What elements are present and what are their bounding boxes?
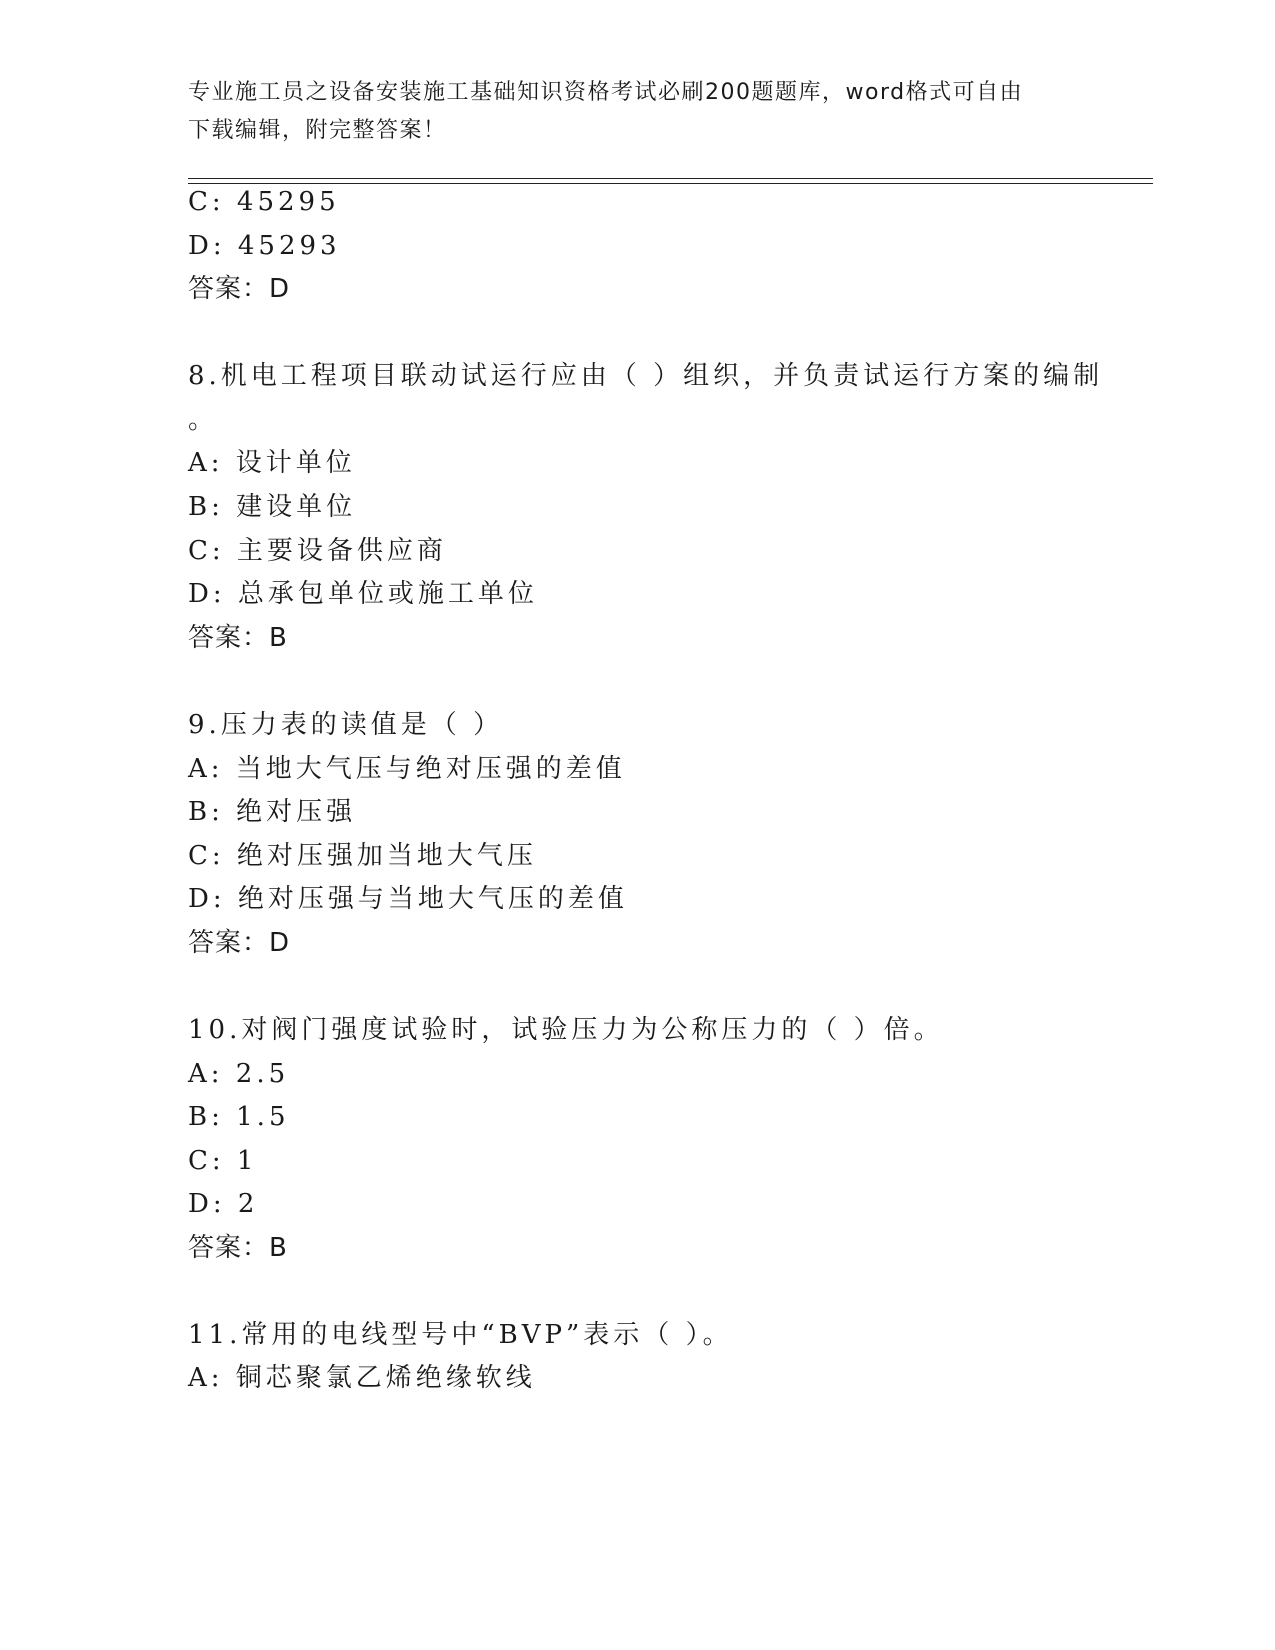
header-divider-top (188, 178, 1153, 179)
q10-option-c: C: 1 (188, 1146, 258, 1176)
q8-option-b: B: 建设单位 (188, 492, 357, 522)
q10-stem: 10.对阀门强度试验时，试验压力为公称压力的（ ）倍。 (188, 1015, 944, 1045)
q10-option-b: B: 1.5 (188, 1102, 290, 1132)
q9-option-d: D: 绝对压强与当地大气压的差值 (188, 884, 628, 914)
q8-stem-line-2: 。 (188, 405, 219, 435)
q7-option-d: D: 45293 (188, 231, 341, 261)
header-title-line-1: 专业施工员之设备安装施工基础知识资格考试必刷200题题库，word格式可自由 (188, 80, 1024, 105)
q7-answer: 答案：D (188, 274, 291, 304)
q9-answer: 答案：D (188, 928, 291, 958)
q9-option-a: A: 当地大气压与绝对压强的差值 (188, 754, 626, 784)
header-divider-bottom (188, 183, 1153, 184)
q8-option-d: D: 总承包单位或施工单位 (188, 579, 538, 609)
document-header (188, 74, 1088, 150)
q8-option-c: C: 主要设备供应商 (188, 536, 447, 566)
q11-option-a: A: 铜芯聚氯乙烯绝缘软线 (188, 1363, 536, 1393)
q8-option-a: A: 设计单位 (188, 448, 356, 478)
q11-stem: 11.常用的电线型号中“BVP”表示（ ）。 (188, 1320, 733, 1350)
q10-option-d: D: 2 (188, 1189, 259, 1219)
q7-option-c: C: 45295 (188, 187, 340, 217)
q9-option-c: C: 绝对压强加当地大气压 (188, 841, 537, 871)
q9-option-b: B: 绝对压强 (188, 797, 357, 827)
q8-answer: 答案：B (188, 623, 288, 653)
q8-stem-line-1: 8.机电工程项目联动试运行应由（ ）组织，并负责试运行方案的编制 (188, 361, 1104, 391)
header-title-line-2: 下载编辑，附完整答案！ (188, 118, 447, 143)
q10-answer: 答案：B (188, 1233, 288, 1263)
q9-stem: 9.压力表的读值是（ ） (188, 710, 504, 740)
q10-option-a: A: 2.5 (188, 1059, 290, 1089)
